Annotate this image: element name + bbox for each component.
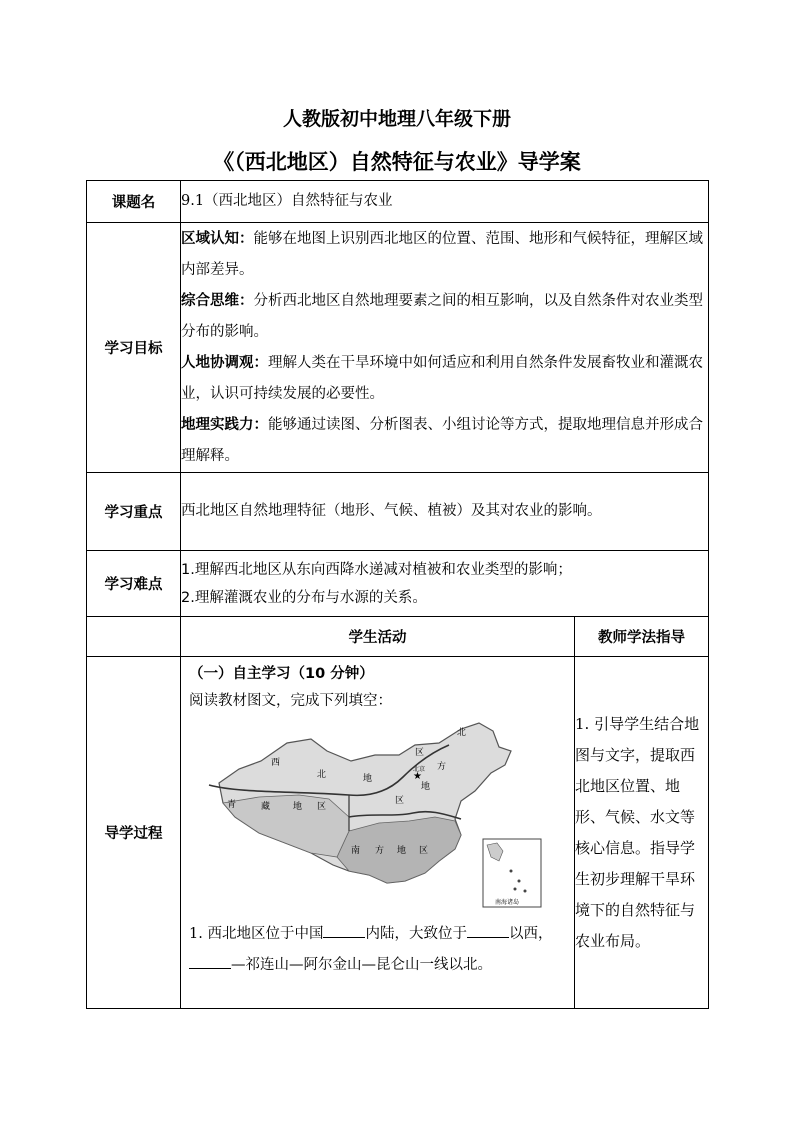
empty-header-cell (87, 617, 181, 657)
map-label-beijing: 北京 (413, 766, 426, 773)
goal-text: 能够在地图上识别西北地区的位置、范围、地形和气候特征，理解区域内部差异。 (181, 230, 703, 278)
fill-blank[interactable] (323, 923, 365, 938)
doc-title-line1: 人教版初中地理八年级下册 (282, 108, 511, 130)
map-label: 区 (415, 748, 425, 758)
qingzang-region-shade (223, 795, 349, 857)
diff-label: 学习难点 (87, 551, 181, 617)
question-1 (189, 919, 568, 981)
map-label: 北 (317, 770, 327, 780)
goals-label: 学习目标 (87, 223, 181, 473)
goal-item (181, 224, 708, 286)
goal-key: 综合思维： (181, 292, 254, 309)
process-label: 导学过程 (87, 657, 181, 1009)
goal-text: 理解人类在干旱环境中如何适应和利用自然条件发展畜牧业和灌溉农业，认识可持续发展的必要性。 (181, 354, 703, 402)
row-difficulties (87, 551, 709, 617)
island-dot (510, 870, 513, 873)
map-label: 藏 (261, 802, 271, 812)
row-process (87, 657, 709, 1009)
doc-title-line2: 《（西北地区）自然特征与农业》导学案 (213, 150, 581, 174)
goal-key: 人地协调观： (181, 354, 268, 371)
map-label: 区 (317, 802, 327, 812)
goals-content (181, 223, 709, 473)
section-title: （一）自主学习（10 分钟） (189, 666, 374, 682)
map-label: 青 (227, 800, 237, 810)
fill-blank[interactable] (467, 923, 509, 938)
fill-blank[interactable] (189, 954, 231, 969)
student-activity-cell (181, 657, 575, 1009)
map-label: 方 (437, 762, 447, 772)
goal-item (181, 286, 708, 348)
row-column-headers (87, 617, 709, 657)
row-key-points (87, 473, 709, 551)
teacher-guide-cell: 1. 引导学生结合地图与文字，提取西北地区位置、地形、气候、水文等核心信息。指导学生初步理解干旱环境下的自然特征与农业布局。 (575, 657, 709, 1009)
q1-text: —祁连山—阿尔金山—昆仑山一线以北。 (231, 957, 492, 973)
map-label: 地 (363, 774, 373, 784)
map-label: 南 (351, 846, 361, 856)
map-label: 地 (397, 846, 407, 856)
lesson-plan-table (86, 180, 709, 1009)
goal-key: 地理实践力： (181, 416, 268, 433)
diff-content (181, 551, 709, 617)
map-label-inset: 南海诸岛 (495, 899, 520, 906)
capital-star-icon: ★ (413, 771, 422, 782)
island-dot (524, 890, 527, 893)
topic-label: 课题名 (87, 181, 181, 223)
q1-text: 以西， (508, 926, 553, 942)
col-student-header: 学生活动 (181, 617, 575, 657)
row-topic (87, 181, 709, 223)
goal-item (181, 348, 708, 410)
goal-text: 能够通过读图、分析图表、小组讨论等方式，提取地理信息并形成合理解释。 (181, 416, 703, 464)
key-text: 西北地区自然地理特征（地形、气候、植被）及其对农业的影响。 (181, 473, 709, 551)
goal-text: 分析西北地区自然地理要素之间的相互影响，以及自然条件对农业类型分布的影响。 (181, 292, 703, 340)
china-regions-map (199, 721, 583, 911)
map-label: 区 (395, 796, 405, 806)
q1-text: 1. 西北地区位于中国 (189, 926, 324, 942)
row-goals (87, 223, 709, 473)
goal-key: 区域认知： (181, 230, 254, 247)
q1-text: 内陆，大致位于 (365, 926, 467, 942)
map-label: 区 (419, 846, 429, 856)
diff-item: 1.理解西北地区从东向西降水递减对植被和农业类型的影响； (181, 561, 572, 578)
map-label: 地 (293, 802, 303, 812)
key-label: 学习重点 (87, 473, 181, 551)
goal-item (181, 410, 708, 472)
map-label: 北 (457, 728, 467, 738)
map-label: 方 (375, 846, 385, 856)
col-teacher-header: 教师学法指导 (575, 617, 709, 657)
topic-value: 9.1（西北地区）自然特征与农业 (181, 181, 709, 223)
diff-item: 2.理解灌溉农业的分布与水源的关系。 (181, 589, 427, 606)
instruction-text: 阅读教材图文，完成下列填空： (189, 693, 392, 709)
island-dot (514, 888, 517, 891)
island-dot (518, 880, 521, 883)
map-label: 地 (421, 782, 431, 792)
map-label: 西 (271, 758, 281, 768)
